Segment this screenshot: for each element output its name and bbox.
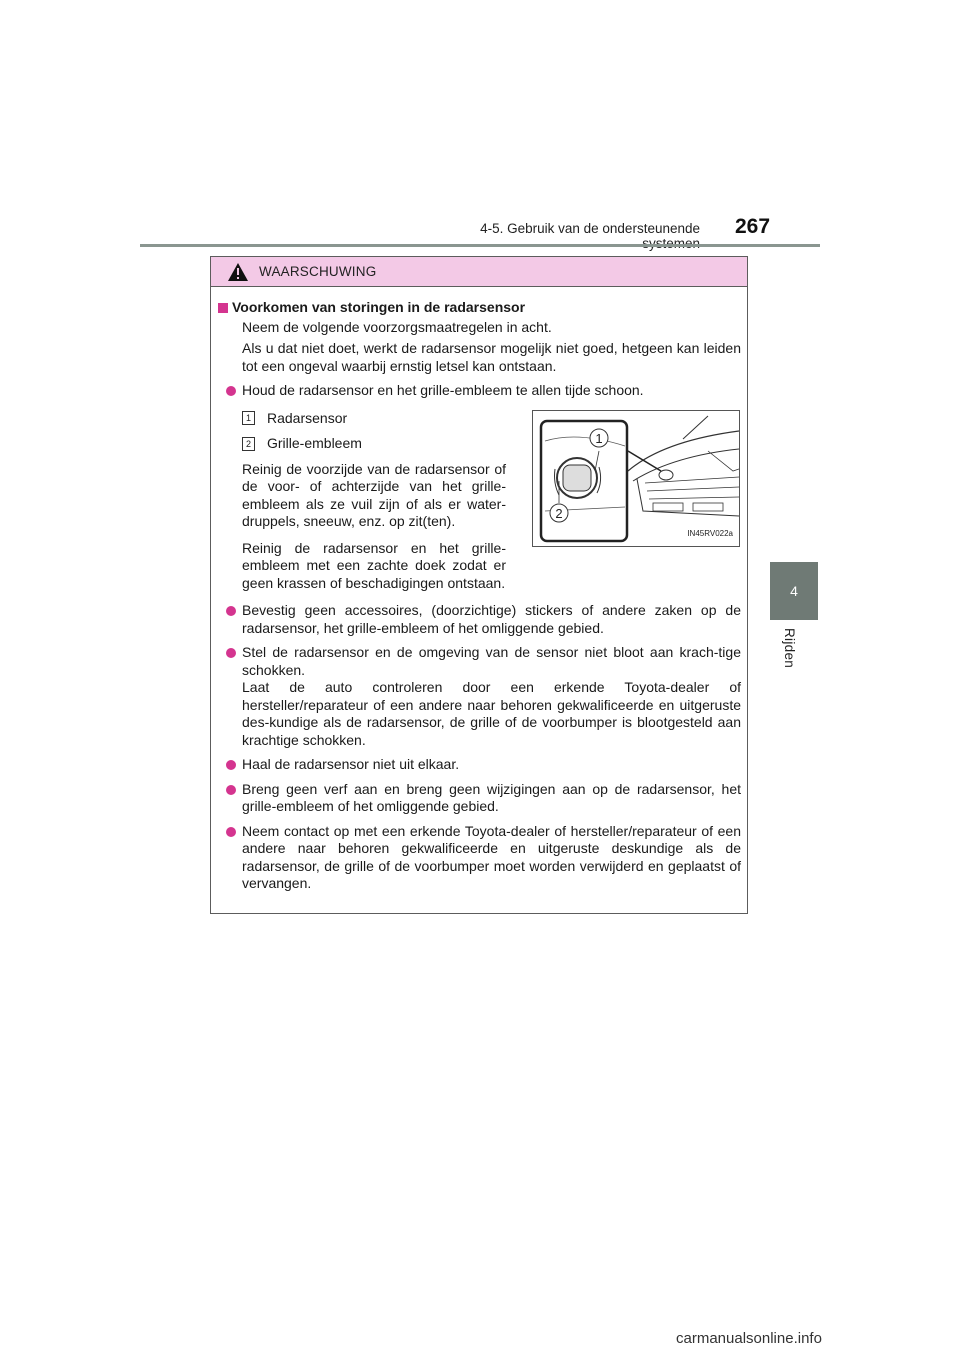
list-item-text: Haal de radarsensor niet uit elkaar.: [242, 756, 460, 772]
chapter-number: 4: [790, 583, 798, 599]
heading-text: Voorkomen van storingen in de radarsensor: [232, 299, 526, 315]
figure-row: [242, 410, 741, 593]
warning-body: [211, 287, 747, 893]
bullet-dot-icon: [226, 648, 236, 658]
intro-paragraph-2: Als u dat niet doet, werkt de radarsensor mogelijk niet goed, hetgeen kan leiden tot een ongeval waarbij ernstig letsel kan ontstaan.: [242, 340, 741, 374]
page-number: 267: [735, 215, 771, 238]
callout-label: Radarsensor: [267, 409, 348, 426]
list-item: [218, 781, 741, 816]
bullet-dot-icon: [226, 606, 236, 616]
diagram-mark-2: 2: [555, 505, 563, 521]
section-heading: [218, 299, 741, 317]
list-item-text: Houd de radarsensor en het grille-embleem te allen tijde schoon.: [242, 382, 644, 398]
bullet-dot-icon: [226, 760, 236, 770]
warning-header: [211, 257, 747, 287]
bullet-dot-icon: [226, 827, 236, 837]
list-item: [218, 823, 741, 893]
callout-radar-sensor: [242, 410, 506, 428]
list-item: [218, 644, 741, 749]
list-item-text: Breng geen verf aan en breng geen wijzigingen aan op de radarsensor, het grille-embleem of het omliggende gebied.: [242, 780, 741, 814]
figure-text: [242, 410, 506, 593]
list-item: [218, 602, 741, 637]
callout-number: 1: [242, 411, 255, 425]
list-item: [218, 382, 741, 400]
chapter-label: Rijden: [782, 628, 797, 669]
section-title: 4-5. Gebruik van de ondersteunende: [480, 221, 700, 236]
watermark: carmanualsonline.info: [676, 1330, 822, 1347]
diagram-mark-1: 1: [595, 430, 603, 446]
warning-triangle-icon: [227, 262, 249, 282]
header-divider: [140, 244, 820, 247]
warning-box: [210, 256, 748, 914]
figure-description: Reinig de voorzijde van de radarsensor of de voor- of achterzijde van het grille-embleem als ze vuil zijn of als er water-druppels, sneeuw, enz. op zit(ten).: [242, 460, 506, 529]
list-item-text: Neem contact op met een erkende Toyota-dealer of hersteller/reparateur of een andere naar behoren gekwalificeerde en uitgeruste deskundige als de radarsensor, de grille of de voorbumper moet worden verwijderd en geplaatst of vervangen.: [242, 822, 741, 891]
warning-title: WAARSCHUWING: [259, 264, 377, 279]
square-bullet-icon: [218, 303, 228, 313]
chapter-tab[interactable]: [770, 562, 818, 620]
figure-description-2: Reinig de radarsensor en het grille-embleem met een zachte doek zodat er geen krassen of beschadigingen ontstaan.: [242, 539, 506, 591]
callout-label: Grille-embleem: [267, 435, 362, 451]
list-item-text-part-2: Laat de auto controleren door een erkende Toyota-dealer of hersteller/reparateur of een andere naar behoren gekwalificeerde en uitgeruste des-kundige als de radarsensor, de grille of de voorbumper is blootgesteld aan krachtige schokken.: [242, 679, 741, 748]
radar-sensor-illustration: [532, 410, 740, 547]
intro-paragraph: Neem de volgende voorzorgsmaatregelen in acht.: [242, 318, 552, 335]
callout-number: 2: [242, 437, 255, 451]
list-item-text-part-1: Stel de radarsensor en de omgeving van de sensor niet bloot aan krach-tige schokken.: [242, 644, 741, 678]
list-item: [218, 756, 741, 774]
callout-grille-emblem: [242, 435, 506, 453]
list-item-text: Bevestig geen accessoires, (doorzichtige) stickers of andere zaken op de radarsensor, het grille-embleem of het omliggende gebied.: [242, 602, 741, 636]
image-code: IN45RV022a: [687, 529, 733, 538]
bullet-dot-icon: [226, 785, 236, 795]
list-item-text: [242, 644, 741, 749]
bullet-dot-icon: [226, 386, 236, 396]
